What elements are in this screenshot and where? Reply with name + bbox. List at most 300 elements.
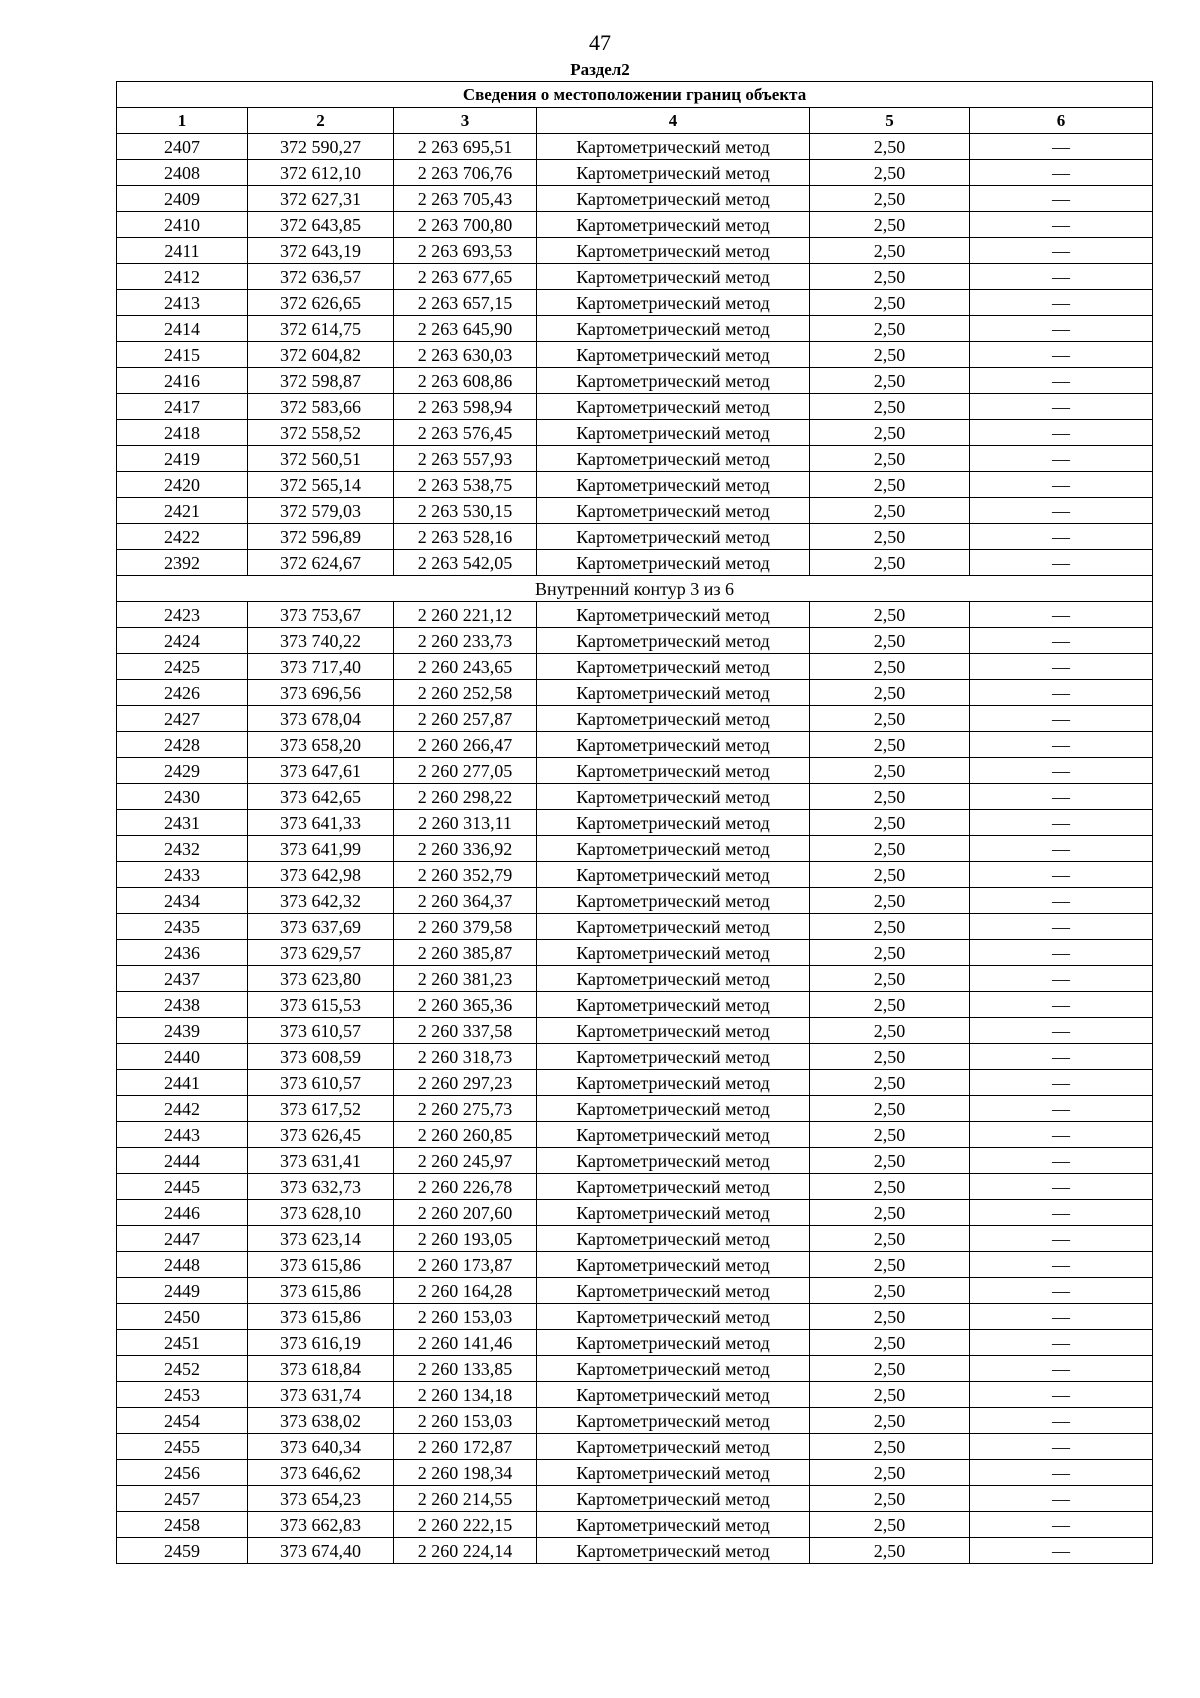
table-cell: Картометрический метод (537, 862, 810, 888)
table-cell: 2 260 226,78 (394, 1174, 537, 1200)
table-cell: 373 616,19 (248, 1330, 394, 1356)
table-row (117, 1018, 1153, 1044)
table-row (117, 602, 1153, 628)
table-row (117, 238, 1153, 264)
table-row (117, 316, 1153, 342)
table-row (117, 862, 1153, 888)
table-cell: Картометрический метод (537, 1018, 810, 1044)
table-row (117, 1200, 1153, 1226)
table-cell: 2,50 (810, 498, 970, 524)
table-cell: 2458 (117, 1512, 248, 1538)
table-cell: 2 263 706,76 (394, 160, 537, 186)
table-cell: Картометрический метод (537, 212, 810, 238)
table-cell: 2428 (117, 732, 248, 758)
table-cell: 2450 (117, 1304, 248, 1330)
table-cell: 2436 (117, 940, 248, 966)
table-cell: Картометрический метод (537, 394, 810, 420)
table-cell: 2,50 (810, 1200, 970, 1226)
section-title: Раздел2 (570, 60, 630, 79)
table-cell: 2 260 243,65 (394, 654, 537, 680)
table-row (117, 212, 1153, 238)
table-cell: Картометрический метод (537, 784, 810, 810)
table-row (117, 1512, 1153, 1538)
table-cell: 373 615,86 (248, 1304, 394, 1330)
table-cell: 2439 (117, 1018, 248, 1044)
table-cell: — (970, 186, 1153, 212)
table-cell: Картометрический метод (537, 836, 810, 862)
table-row (117, 1538, 1153, 1564)
table-cell: 2 263 598,94 (394, 394, 537, 420)
table-cell: 2459 (117, 1538, 248, 1564)
table-cell: Картометрический метод (537, 1356, 810, 1382)
table-row (117, 134, 1153, 160)
table-cell: 373 631,41 (248, 1148, 394, 1174)
table-row (117, 394, 1153, 420)
table-cell: Картометрический метод (537, 238, 810, 264)
table-cell: — (970, 706, 1153, 732)
table-row (117, 1070, 1153, 1096)
table-cell: — (970, 758, 1153, 784)
table-cell: Картометрический метод (537, 1278, 810, 1304)
table-cell: 2 260 275,73 (394, 1096, 537, 1122)
table-cell: 2447 (117, 1226, 248, 1252)
table-cell: 2 260 233,73 (394, 628, 537, 654)
table-cell: Картометрический метод (537, 368, 810, 394)
table-cell: 2,50 (810, 212, 970, 238)
table-cell: 2,50 (810, 1304, 970, 1330)
table-cell: 2,50 (810, 186, 970, 212)
table-cell: 2415 (117, 342, 248, 368)
table-cell: 372 612,10 (248, 160, 394, 186)
table-cell: Картометрический метод (537, 628, 810, 654)
column-header: 6 (970, 108, 1153, 134)
table-cell: 372 604,82 (248, 342, 394, 368)
table-cell: Картометрический метод (537, 1252, 810, 1278)
table-cell: — (970, 1512, 1153, 1538)
table-cell: 373 608,59 (248, 1044, 394, 1070)
table-cell: 2,50 (810, 1434, 970, 1460)
table-cell: Картометрический метод (537, 706, 810, 732)
table-cell: 2 260 193,05 (394, 1226, 537, 1252)
table-row (117, 966, 1153, 992)
table-cell: 2426 (117, 680, 248, 706)
table-cell: 2 260 313,11 (394, 810, 537, 836)
table-cell: 2443 (117, 1122, 248, 1148)
table-cell: 2,50 (810, 550, 970, 576)
table-cell: 2 263 542,05 (394, 550, 537, 576)
table-cell: 2,50 (810, 1486, 970, 1512)
table-title-row (117, 82, 1153, 108)
table-cell: 373 642,65 (248, 784, 394, 810)
table-cell: 2,50 (810, 290, 970, 316)
table-cell: Картометрический метод (537, 940, 810, 966)
table-cell: 373 610,57 (248, 1018, 394, 1044)
table-cell: 2,50 (810, 524, 970, 550)
contour-label-row (117, 576, 1153, 602)
table-row (117, 628, 1153, 654)
table-row (117, 654, 1153, 680)
table-cell: 372 643,85 (248, 212, 394, 238)
table-cell: — (970, 342, 1153, 368)
table-cell: 2,50 (810, 1044, 970, 1070)
table-cell: 372 590,27 (248, 134, 394, 160)
table-cell: Картометрический метод (537, 1174, 810, 1200)
table-cell: 373 662,83 (248, 1512, 394, 1538)
table-cell: 2429 (117, 758, 248, 784)
table-cell: 2441 (117, 1070, 248, 1096)
table-cell: 2 260 207,60 (394, 1200, 537, 1226)
table-cell: 2,50 (810, 836, 970, 862)
table-cell: 2422 (117, 524, 248, 550)
table-cell: 372 565,14 (248, 472, 394, 498)
table-cell: 2,50 (810, 758, 970, 784)
table-row (117, 1356, 1153, 1382)
table-cell: — (970, 368, 1153, 394)
table-cell: 373 678,04 (248, 706, 394, 732)
table-cell: 373 617,52 (248, 1096, 394, 1122)
table-row (117, 1408, 1153, 1434)
table-cell: 2,50 (810, 1174, 970, 1200)
table-cell: 373 615,86 (248, 1252, 394, 1278)
table-cell: 372 596,89 (248, 524, 394, 550)
table-cell: 2421 (117, 498, 248, 524)
table-row (117, 420, 1153, 446)
table-row (117, 290, 1153, 316)
table-row (117, 446, 1153, 472)
table-cell: Картометрический метод (537, 1148, 810, 1174)
table-cell: — (970, 1330, 1153, 1356)
table-cell: 2,50 (810, 1330, 970, 1356)
table-cell: 2425 (117, 654, 248, 680)
table-cell: 373 646,62 (248, 1460, 394, 1486)
table-cell: 2,50 (810, 420, 970, 446)
table-cell: 373 631,74 (248, 1382, 394, 1408)
table-cell: 2,50 (810, 784, 970, 810)
table-cell: 2,50 (810, 992, 970, 1018)
column-header-row (117, 108, 1153, 134)
table-cell: 2420 (117, 472, 248, 498)
table-cell: — (970, 888, 1153, 914)
table-row (117, 940, 1153, 966)
table-cell: 372 643,19 (248, 238, 394, 264)
table-cell: Картометрический метод (537, 420, 810, 446)
table-cell: — (970, 524, 1153, 550)
table-cell: 373 637,69 (248, 914, 394, 940)
table-cell: 2,50 (810, 1122, 970, 1148)
table-cell: 2 263 677,65 (394, 264, 537, 290)
table-cell: 2 260 133,85 (394, 1356, 537, 1382)
table-cell: Картометрический метод (537, 1070, 810, 1096)
table-cell: Картометрический метод (537, 1044, 810, 1070)
table-cell: 2,50 (810, 264, 970, 290)
table-cell: 2 263 645,90 (394, 316, 537, 342)
table-cell: 2413 (117, 290, 248, 316)
column-header: 3 (394, 108, 537, 134)
table-row (117, 1304, 1153, 1330)
table-cell: Картометрический метод (537, 992, 810, 1018)
table-cell: — (970, 1226, 1153, 1252)
table-cell: 2418 (117, 420, 248, 446)
table-title: Сведения о местоположении границ объекта (117, 82, 1153, 108)
table-row (117, 732, 1153, 758)
table-cell: Картометрический метод (537, 160, 810, 186)
table-cell: 2440 (117, 1044, 248, 1070)
table-cell: 2,50 (810, 602, 970, 628)
table-cell: — (970, 446, 1153, 472)
table-cell: — (970, 1148, 1153, 1174)
table-row (117, 160, 1153, 186)
table-cell: 2 260 164,28 (394, 1278, 537, 1304)
table-row (117, 1122, 1153, 1148)
table-row (117, 680, 1153, 706)
table-cell: 2455 (117, 1434, 248, 1460)
table-cell: Картометрический метод (537, 186, 810, 212)
table-cell: — (970, 1460, 1153, 1486)
table-cell: 373 654,23 (248, 1486, 394, 1512)
table-cell: 2419 (117, 446, 248, 472)
table-row (117, 264, 1153, 290)
table-cell: 373 638,02 (248, 1408, 394, 1434)
table-row (117, 784, 1153, 810)
table-cell: — (970, 992, 1153, 1018)
table-cell: — (970, 602, 1153, 628)
table-row (117, 1278, 1153, 1304)
table-cell: Картометрический метод (537, 472, 810, 498)
table-cell: Картометрический метод (537, 654, 810, 680)
column-header: 2 (248, 108, 394, 134)
table-cell: 2,50 (810, 1252, 970, 1278)
table-row (117, 1486, 1153, 1512)
table-cell: 2,50 (810, 940, 970, 966)
table-cell: — (970, 1252, 1153, 1278)
table-cell: 373 641,33 (248, 810, 394, 836)
table-cell: Картометрический метод (537, 1096, 810, 1122)
table-cell: 2 260 153,03 (394, 1408, 537, 1434)
table-cell: 2 260 153,03 (394, 1304, 537, 1330)
table-cell: 2442 (117, 1096, 248, 1122)
table-cell: 2453 (117, 1382, 248, 1408)
table-cell: 2,50 (810, 1408, 970, 1434)
table-cell: 2 260 173,87 (394, 1252, 537, 1278)
table-cell: Картометрический метод (537, 1486, 810, 1512)
table-row (117, 1382, 1153, 1408)
table-cell: Картометрический метод (537, 602, 810, 628)
table-cell: — (970, 1356, 1153, 1382)
table-cell: 2,50 (810, 1096, 970, 1122)
table-cell: 2424 (117, 628, 248, 654)
table-cell: Картометрический метод (537, 758, 810, 784)
table-row (117, 186, 1153, 212)
table-cell: 2446 (117, 1200, 248, 1226)
table-cell: 2 260 172,87 (394, 1434, 537, 1460)
table-cell: 2,50 (810, 1382, 970, 1408)
table-cell: — (970, 1434, 1153, 1460)
table-cell: 2449 (117, 1278, 248, 1304)
table-cell: — (970, 1304, 1153, 1330)
table-cell: 373 641,99 (248, 836, 394, 862)
table-cell: Картометрический метод (537, 888, 810, 914)
table-cell: 2417 (117, 394, 248, 420)
table-cell: 2392 (117, 550, 248, 576)
table-row (117, 1148, 1153, 1174)
table-cell: 2,50 (810, 680, 970, 706)
table-cell: 2,50 (810, 810, 970, 836)
table-cell: 2,50 (810, 966, 970, 992)
table-cell: 2 263 705,43 (394, 186, 537, 212)
table-cell: — (970, 420, 1153, 446)
table-cell: 2 263 700,80 (394, 212, 537, 238)
table-cell: — (970, 732, 1153, 758)
table-cell: — (970, 290, 1153, 316)
table-cell: Картометрический метод (537, 342, 810, 368)
table-cell: Картометрический метод (537, 1122, 810, 1148)
table-cell: 372 579,03 (248, 498, 394, 524)
table-cell: 2445 (117, 1174, 248, 1200)
table-cell: 372 558,52 (248, 420, 394, 446)
table-cell: 2 260 297,23 (394, 1070, 537, 1096)
table-cell: Картометрический метод (537, 1226, 810, 1252)
table-cell: 2,50 (810, 238, 970, 264)
table-cell: — (970, 160, 1153, 186)
table-cell: 373 640,34 (248, 1434, 394, 1460)
table-cell: 2 260 318,73 (394, 1044, 537, 1070)
table-cell: — (970, 784, 1153, 810)
table-row (117, 914, 1153, 940)
table-cell: Картометрический метод (537, 1512, 810, 1538)
table-cell: 2,50 (810, 1512, 970, 1538)
table-cell: Картометрический метод (537, 914, 810, 940)
table-cell: 2437 (117, 966, 248, 992)
table-cell: 2,50 (810, 134, 970, 160)
table-cell: 2 263 538,75 (394, 472, 537, 498)
table-cell: 2 260 260,85 (394, 1122, 537, 1148)
table-cell: Картометрический метод (537, 1382, 810, 1408)
table-row (117, 1252, 1153, 1278)
table-cell: 2433 (117, 862, 248, 888)
table-cell: 2 260 257,87 (394, 706, 537, 732)
table-cell: 2 263 557,93 (394, 446, 537, 472)
table-cell: Картометрический метод (537, 316, 810, 342)
table-cell: 373 696,56 (248, 680, 394, 706)
table-cell: 2,50 (810, 914, 970, 940)
table-cell: 2 263 630,03 (394, 342, 537, 368)
table-cell: — (970, 628, 1153, 654)
table-cell: 2,50 (810, 1538, 970, 1564)
table-cell: 373 623,14 (248, 1226, 394, 1252)
table-cell: — (970, 1070, 1153, 1096)
table-row (117, 368, 1153, 394)
table-cell: — (970, 1122, 1153, 1148)
table-row (117, 1226, 1153, 1252)
table-cell: 2,50 (810, 1070, 970, 1096)
table-cell: 373 623,80 (248, 966, 394, 992)
table-cell: 2 260 245,97 (394, 1148, 537, 1174)
table-cell: 2 260 365,36 (394, 992, 537, 1018)
table-cell: Картометрический метод (537, 1330, 810, 1356)
table-row (117, 706, 1153, 732)
table-body (117, 134, 1153, 1564)
table-cell: — (970, 654, 1153, 680)
table-row (117, 498, 1153, 524)
table-cell: Картометрический метод (537, 498, 810, 524)
table-cell: 372 636,57 (248, 264, 394, 290)
table-cell: 2448 (117, 1252, 248, 1278)
table-cell: 373 626,45 (248, 1122, 394, 1148)
table-cell: 2430 (117, 784, 248, 810)
table-cell: 373 615,86 (248, 1278, 394, 1304)
table-cell: 2435 (117, 914, 248, 940)
page-number: 47 (589, 30, 611, 55)
table-row (117, 1174, 1153, 1200)
table-cell: Картометрический метод (537, 966, 810, 992)
table-cell: 2456 (117, 1460, 248, 1486)
table-cell: — (970, 212, 1153, 238)
table-cell: 2457 (117, 1486, 248, 1512)
table-cell: 2 260 298,22 (394, 784, 537, 810)
table-cell: — (970, 966, 1153, 992)
table-cell: 2,50 (810, 1018, 970, 1044)
table-cell: — (970, 1200, 1153, 1226)
table-cell: — (970, 238, 1153, 264)
table-cell: 2444 (117, 1148, 248, 1174)
table-cell: 373 717,40 (248, 654, 394, 680)
table-cell: 373 610,57 (248, 1070, 394, 1096)
table-cell: — (970, 1278, 1153, 1304)
table-cell: 2,50 (810, 862, 970, 888)
table-cell: 2,50 (810, 342, 970, 368)
table-row (117, 550, 1153, 576)
table-cell: 373 740,22 (248, 628, 394, 654)
table-cell: — (970, 1538, 1153, 1564)
table-cell: Картометрический метод (537, 1408, 810, 1434)
table-cell: 373 615,53 (248, 992, 394, 1018)
table-cell: 373 647,61 (248, 758, 394, 784)
table-cell: 2 260 214,55 (394, 1486, 537, 1512)
table-cell: 2 263 695,51 (394, 134, 537, 160)
table-cell: 2,50 (810, 732, 970, 758)
table-cell: 2 260 198,34 (394, 1460, 537, 1486)
table-cell: Картометрический метод (537, 1434, 810, 1460)
table-cell: — (970, 550, 1153, 576)
table-row (117, 1460, 1153, 1486)
table-cell: 373 618,84 (248, 1356, 394, 1382)
table-cell: Картометрический метод (537, 264, 810, 290)
column-header: 4 (537, 108, 810, 134)
table-cell: 373 628,10 (248, 1200, 394, 1226)
table-cell: 2,50 (810, 1356, 970, 1382)
table-cell: 2,50 (810, 888, 970, 914)
table-cell: 372 624,67 (248, 550, 394, 576)
table-cell: 2 260 352,79 (394, 862, 537, 888)
table-cell: 2,50 (810, 472, 970, 498)
table-cell: — (970, 1174, 1153, 1200)
table-cell: 2431 (117, 810, 248, 836)
table-row (117, 992, 1153, 1018)
table-cell: 372 614,75 (248, 316, 394, 342)
table-cell: 373 642,32 (248, 888, 394, 914)
table-cell: — (970, 940, 1153, 966)
table-cell: 2 260 277,05 (394, 758, 537, 784)
table-cell: 2451 (117, 1330, 248, 1356)
table-row (117, 1096, 1153, 1122)
table-cell: 2,50 (810, 1148, 970, 1174)
table-cell: 2 263 608,86 (394, 368, 537, 394)
table-cell: 372 626,65 (248, 290, 394, 316)
table-cell: Картометрический метод (537, 810, 810, 836)
table-cell: — (970, 498, 1153, 524)
table-cell: — (970, 810, 1153, 836)
table-cell: 2,50 (810, 654, 970, 680)
